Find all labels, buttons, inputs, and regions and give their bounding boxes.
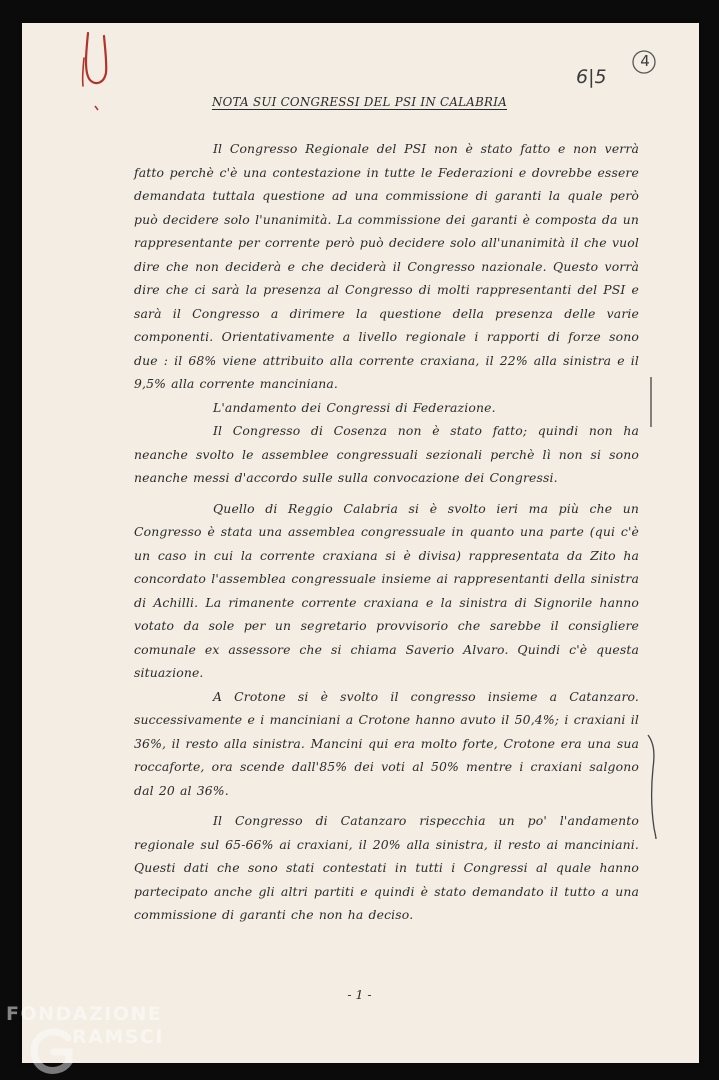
title-text: NOTA SUI CONGRESSI DEL PSI IN CALABRIA — [211, 95, 508, 109]
archive-watermark — [6, 1000, 186, 1075]
document-body — [134, 137, 639, 927]
watermark-logo-icon — [28, 1026, 76, 1074]
document-title — [0, 95, 719, 109]
margin-line-mark-icon — [646, 375, 656, 430]
margin-bracket-mark-icon — [644, 733, 660, 841]
paragraph-gap — [134, 490, 639, 497]
paragraph-catanzaro: Il Congresso di Catanzaro rispecchia un po' l'andamento regionale sul 65-66% ai craxiani, il 20% alla sinistra, il resto ai manciniani. Questi dati che sono stati contestati in tutti i Congressi al quale hanno partecipato anche gli altri partiti e quindi è stato demandato il tutto a una commissione di garanti che non ha deciso. — [134, 813, 639, 922]
paragraph-gap — [134, 802, 639, 809]
circled-number: 4 — [640, 52, 650, 70]
paragraph-crotone: A Crotone si è svolto il congresso insieme a Catanzaro. successivamente e i manciniani a Crotone hanno avuto il 50,4%; i craxiani il 36%, il resto alla sinistra. Mancini qui era molto forte, Crotone era una sua roccaforte, ora scende dall'85% dei voti al 50% mentre i craxiani salgono dal 20 al 36%. — [134, 688, 639, 798]
handwritten-page-mark: 6|5 — [576, 66, 607, 88]
section-heading: L'andamento dei Congressi di Federazione. — [213, 399, 496, 415]
paragraph-reggio: Quello di Reggio Calabria si è svolto ieri ma più che un Congresso è stata una assemblea congressuale in quanto una parte (qui c'è un caso in cui la corrente craxiana si è divisa) rappresentata da Zito ha concordato l'assemblea congressuale insieme ai rappresentanti della sinistra di Achilli. La rimanente corrente craxiana e la sinistra di Signorile hanno votato da sole per un segretario provvisorio che sarebbe il consigliere comunale ex assessore che si chiama Saverio Alvaro. Quindi c'è questa situazione. — [134, 500, 639, 680]
paragraph-1: Il Congresso Regionale del PSI non è stato fatto e non verrà fatto perchè c'è una contestazione in tutte le Federazioni e dovrebbe essere demandata tuttala questione ad una commissione di garanti la quale però può decidere solo l'unanimità. La commissione dei garanti è composta da un rappresentante per corrente però può decidere solo all'unanimità il che vuol dire che non deciderà e che deciderà il Congresso nazionale. Questo vorrà dire che ci sarà la presenza al Congresso di molti rappresentanti del PSI e sarà il Congresso a dirimere la questione della presenza delle varie componenti. Orientativamente a livello regionale i rapporti di forze sono due : il 68% viene attribuito alla corrente craxiana, il 22% alla sinistra e il 9,5% alla corrente manciniana. — [134, 141, 639, 391]
page-number: - 1 - — [347, 987, 372, 1002]
watermark-line-1: FONDAZIONE — [6, 1003, 163, 1025]
paragraph-cosenza: Il Congresso di Cosenza non è stato fatto; quindi non ha neanche svolto le assemblee congressuali sezionali perchè lì non si sono neanche messi d'accordo sulle sulla convocazione dei Congressi. — [134, 423, 639, 485]
watermark-line-2: RAMSCI — [72, 1026, 164, 1048]
